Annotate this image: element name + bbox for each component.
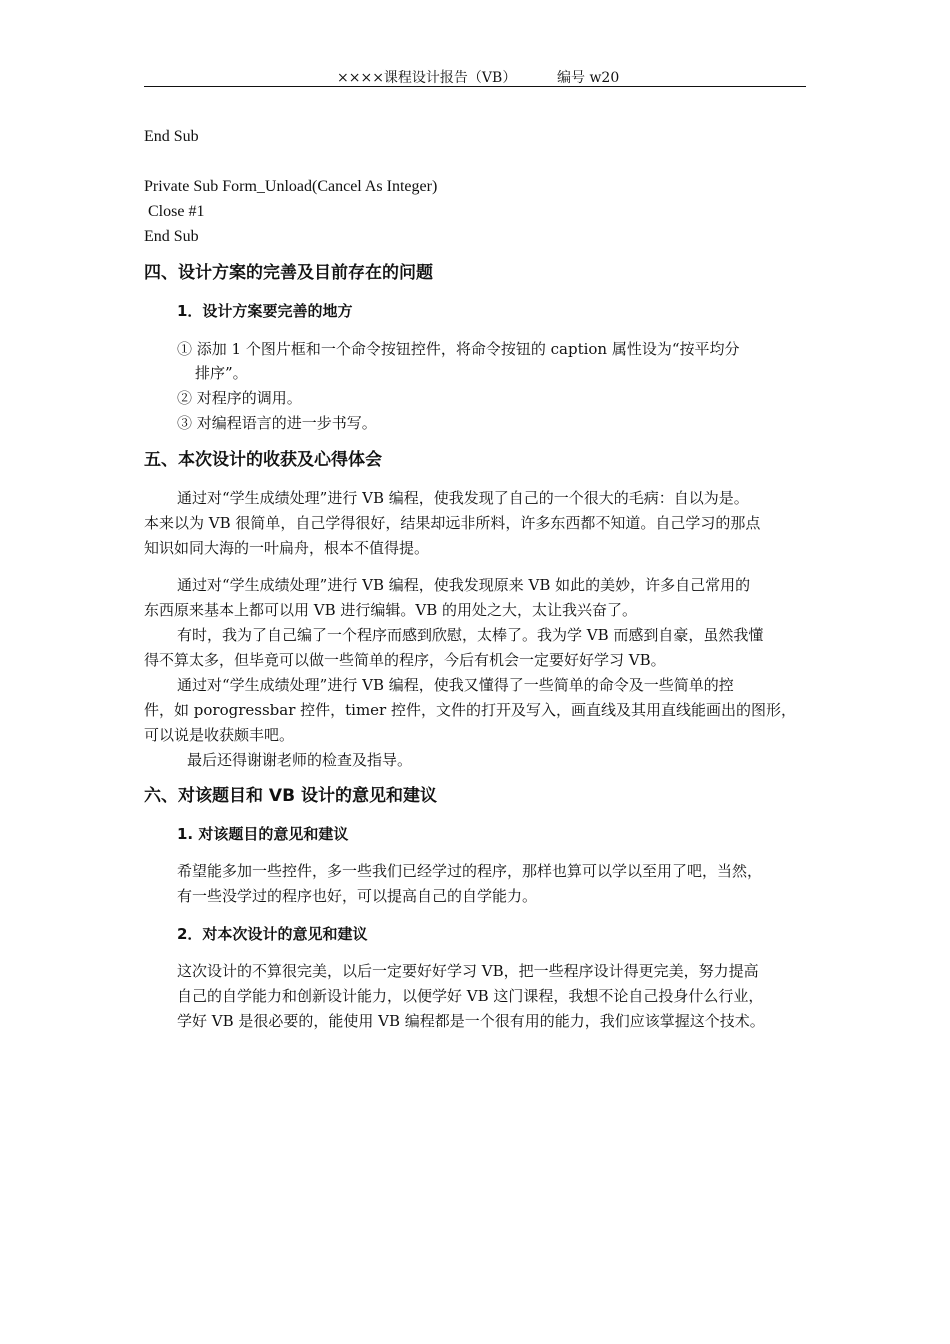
paragraph-line: 自己的自学能力和创新设计能力，以便学好 VB 这门课程，我想不论自己投身什么行业， bbox=[177, 987, 764, 1005]
list-item-continuation: 排序”。 bbox=[195, 364, 248, 382]
subsection-heading: 1．设计方案要完善的地方 bbox=[177, 302, 353, 320]
paragraph-line: 可以说是收获颇丰吧。 bbox=[144, 726, 295, 744]
code-line: Close #1 bbox=[144, 203, 205, 220]
paragraph-line: 通过对“学生成绩处理”进行 VB 编程，使我发现原来 VB 如此的美妙，许多自己常用的 bbox=[177, 576, 751, 594]
header-number: 编号 w20 bbox=[557, 70, 620, 86]
subsection-heading: 2．对本次设计的意见和建议 bbox=[177, 925, 368, 943]
section-heading: 六、对该题目和 VB 设计的意见和建议 bbox=[144, 786, 437, 806]
section-heading: 四、设计方案的完善及目前存在的问题 bbox=[144, 263, 433, 283]
paragraph-line: 得不算太多，但毕竟可以做一些简单的程序，今后有机会一定要好好学习 VB。 bbox=[144, 651, 666, 669]
header-title: ××××课程设计报告（VB） bbox=[337, 70, 517, 86]
paragraph-line: 知识如同大海的一叶扁舟，根本不值得提。 bbox=[144, 539, 430, 557]
paragraph-line: 希望能多加一些控件，多一些我们已经学过的程序，那样也算可以学以至用了吧，当然， bbox=[177, 862, 763, 880]
paragraph-line: 学好 VB 是很必要的，能使用 VB 编程都是一个很有用的能力，我们应该掌握这个技术。 bbox=[177, 1012, 765, 1030]
subsection-heading: 1. 对该题目的意见和建议 bbox=[177, 825, 349, 843]
page-header bbox=[144, 64, 806, 87]
section-heading: 五、本次设计的收获及心得体会 bbox=[144, 450, 382, 470]
paragraph-line: 这次设计的不算很完美，以后一定要好好学习 VB，把一些程序设计得更完美，努力提高 bbox=[177, 962, 759, 980]
paragraph-line: 通过对“学生成绩处理”进行 VB 编程，使我发现了自己的一个很大的毛病：自以为是。 bbox=[177, 489, 749, 507]
paragraph-line: 件，如 porogressbar 控件，timer 控件，文件的打开及写入，画直线及其用直线能画出的图形， bbox=[144, 701, 796, 719]
code-line: End Sub bbox=[144, 228, 199, 245]
list-item: ② 对程序的调用。 bbox=[177, 389, 302, 407]
paragraph-line: 有一些没学过的程序也好，可以提高自己的自学能力。 bbox=[177, 887, 538, 905]
paragraph-line: 有时，我为了自己编了一个程序而感到欣慰，太棒了。我为学 VB 而感到自豪，虽然我懂 bbox=[177, 626, 764, 644]
paragraph-line: 东西原来基本上都可以用 VB 进行编辑。VB 的用处之大，太让我兴奋了。 bbox=[144, 601, 638, 619]
paragraph-line: 最后还得谢谢老师的检查及指导。 bbox=[187, 751, 413, 769]
list-item: ③ 对编程语言的进一步书写。 bbox=[177, 414, 377, 432]
list-item: ① 添加 1 个图片框和一个命令按钮控件，将命令按钮的 caption 属性设为“按平均分 bbox=[177, 340, 740, 358]
code-line: End Sub bbox=[144, 128, 199, 145]
code-line: Private Sub Form_Unload(Cancel As Integer) bbox=[144, 178, 438, 195]
paragraph-line: 通过对“学生成绩处理”进行 VB 编程，使我又懂得了一些简单的命令及一些简单的控 bbox=[177, 676, 734, 694]
paragraph-line: 本来以为 VB 很简单，自己学得很好，结果却远非所料，许多东西都不知道。自己学习的那点 bbox=[144, 514, 761, 532]
